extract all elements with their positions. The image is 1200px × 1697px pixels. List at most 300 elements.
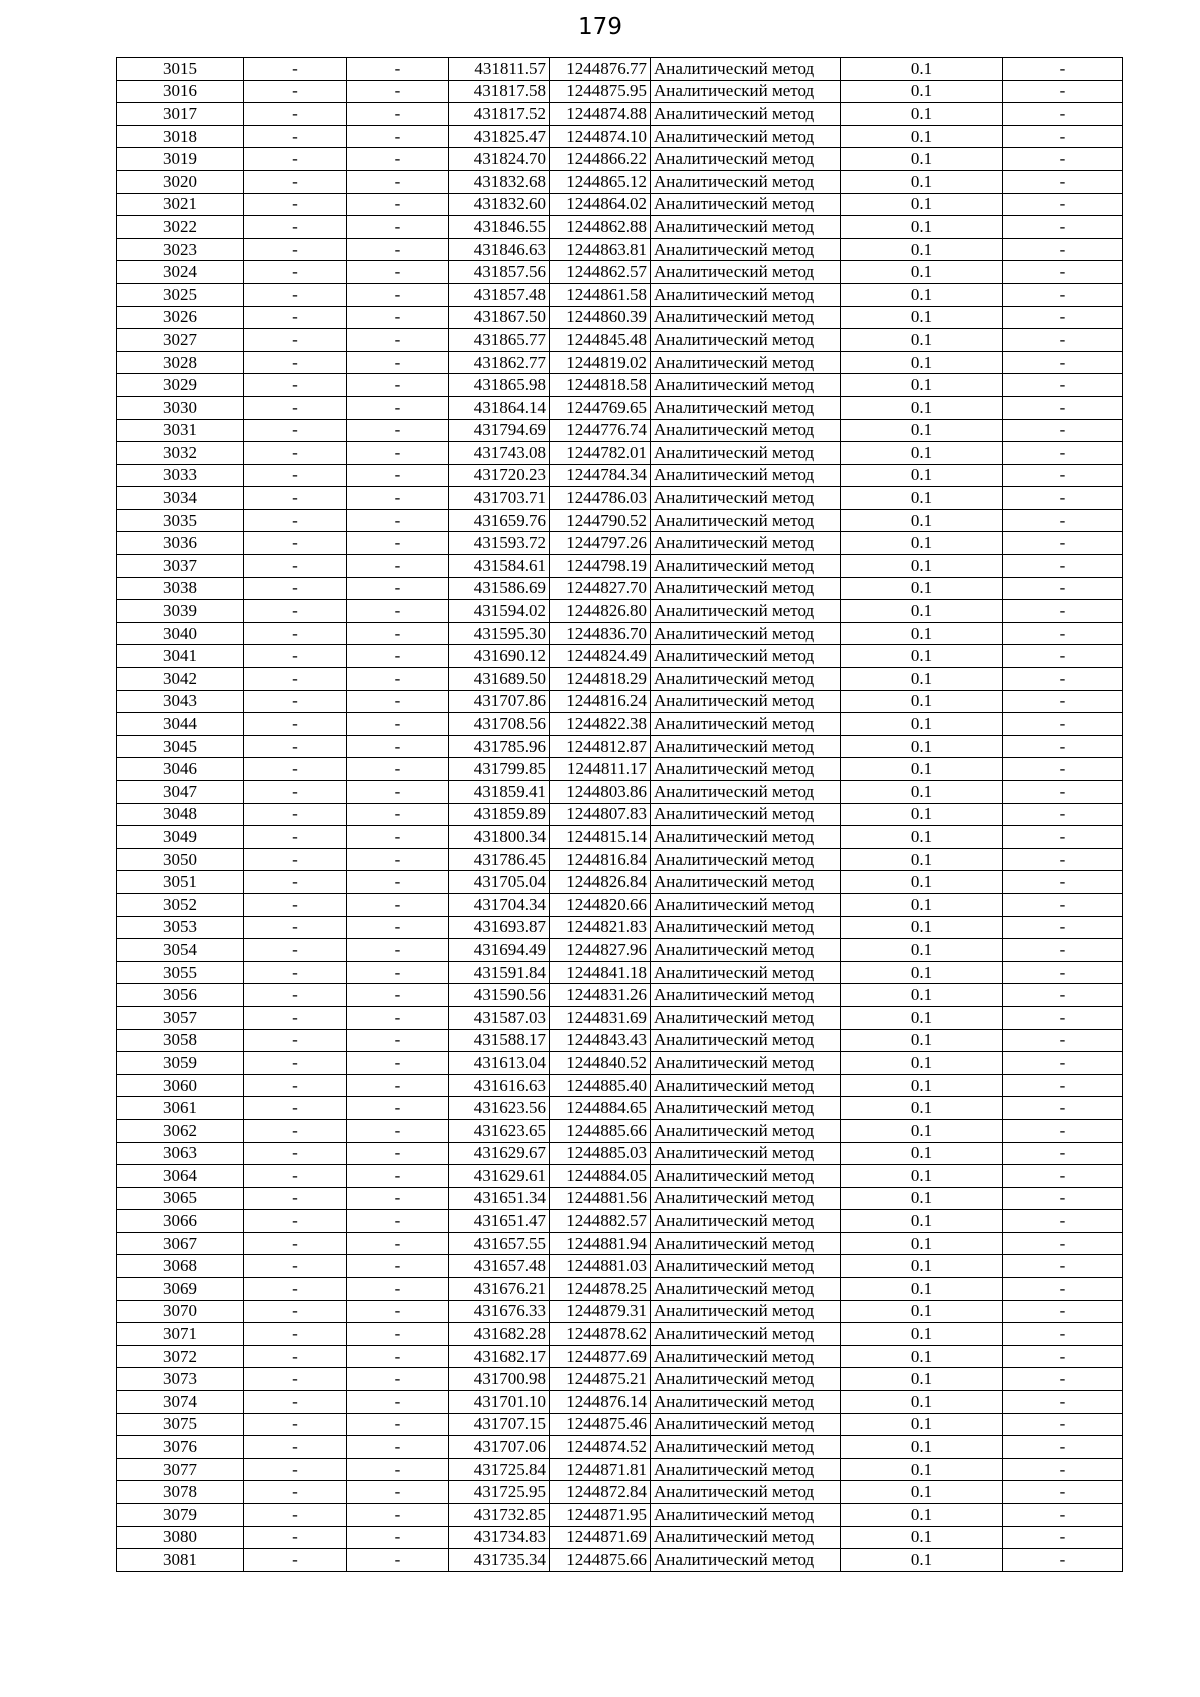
col2-cell: - (244, 216, 347, 239)
point-number-cell: 3048 (117, 803, 244, 826)
y-coordinate-cell: 1244821.83 (550, 916, 651, 939)
method-cell: Аналитический метод (651, 871, 841, 894)
x-coordinate-cell: 431832.68 (449, 170, 550, 193)
point-number-cell: 3042 (117, 668, 244, 691)
x-coordinate-cell: 431859.89 (449, 803, 550, 826)
col8-cell: - (1003, 374, 1123, 397)
y-coordinate-cell: 1244816.84 (550, 848, 651, 871)
precision-cell: 0.1 (841, 442, 1003, 465)
precision-cell: 0.1 (841, 419, 1003, 442)
precision-cell: 0.1 (841, 464, 1003, 487)
y-coordinate-cell: 1244878.62 (550, 1323, 651, 1346)
col8-cell: - (1003, 622, 1123, 645)
col3-cell: - (347, 193, 449, 216)
method-cell: Аналитический метод (651, 577, 841, 600)
method-cell: Аналитический метод (651, 1006, 841, 1029)
table-row (117, 1142, 1123, 1165)
x-coordinate-cell: 431616.63 (449, 1074, 550, 1097)
y-coordinate-cell: 1244815.14 (550, 826, 651, 849)
table-row (117, 1413, 1123, 1436)
precision-cell: 0.1 (841, 1278, 1003, 1301)
method-cell: Аналитический метод (651, 442, 841, 465)
table-row (117, 893, 1123, 916)
col8-cell: - (1003, 735, 1123, 758)
point-number-cell: 3062 (117, 1119, 244, 1142)
method-cell: Аналитический метод (651, 306, 841, 329)
col3-cell: - (347, 1142, 449, 1165)
col8-cell: - (1003, 1165, 1123, 1188)
y-coordinate-cell: 1244881.94 (550, 1232, 651, 1255)
col8-cell: - (1003, 464, 1123, 487)
method-cell: Аналитический метод (651, 1458, 841, 1481)
col2-cell: - (244, 1458, 347, 1481)
point-number-cell: 3065 (117, 1187, 244, 1210)
method-cell: Аналитический метод (651, 532, 841, 555)
y-coordinate-cell: 1244866.22 (550, 148, 651, 171)
precision-cell: 0.1 (841, 668, 1003, 691)
method-cell: Аналитический метод (651, 735, 841, 758)
col3-cell: - (347, 758, 449, 781)
precision-cell: 0.1 (841, 170, 1003, 193)
x-coordinate-cell: 431591.84 (449, 961, 550, 984)
point-number-cell: 3044 (117, 713, 244, 736)
method-cell: Аналитический метод (651, 1074, 841, 1097)
precision-cell: 0.1 (841, 1481, 1003, 1504)
col3-cell: - (347, 1074, 449, 1097)
precision-cell: 0.1 (841, 622, 1003, 645)
point-number-cell: 3035 (117, 509, 244, 532)
col3-cell: - (347, 1323, 449, 1346)
col8-cell: - (1003, 1345, 1123, 1368)
method-cell: Аналитический метод (651, 984, 841, 1007)
precision-cell: 0.1 (841, 193, 1003, 216)
method-cell: Аналитический метод (651, 487, 841, 510)
x-coordinate-cell: 431734.83 (449, 1526, 550, 1549)
precision-cell: 0.1 (841, 577, 1003, 600)
col8-cell: - (1003, 1300, 1123, 1323)
table-row (117, 1300, 1123, 1323)
table-row (117, 1345, 1123, 1368)
precision-cell: 0.1 (841, 1097, 1003, 1120)
precision-cell: 0.1 (841, 1300, 1003, 1323)
point-number-cell: 3076 (117, 1436, 244, 1459)
col2-cell: - (244, 1029, 347, 1052)
precision-cell: 0.1 (841, 1368, 1003, 1391)
precision-cell: 0.1 (841, 148, 1003, 171)
col8-cell: - (1003, 1052, 1123, 1075)
table-row (117, 442, 1123, 465)
point-number-cell: 3038 (117, 577, 244, 600)
y-coordinate-cell: 1244860.39 (550, 306, 651, 329)
x-coordinate-cell: 431623.65 (449, 1119, 550, 1142)
point-number-cell: 3015 (117, 58, 244, 81)
y-coordinate-cell: 1244879.31 (550, 1300, 651, 1323)
col8-cell: - (1003, 1210, 1123, 1233)
col8-cell: - (1003, 216, 1123, 239)
col2-cell: - (244, 238, 347, 261)
y-coordinate-cell: 1244862.88 (550, 216, 651, 239)
table-row (117, 984, 1123, 1007)
x-coordinate-cell: 431694.49 (449, 939, 550, 962)
point-number-cell: 3029 (117, 374, 244, 397)
table-row (117, 329, 1123, 352)
y-coordinate-cell: 1244882.57 (550, 1210, 651, 1233)
x-coordinate-cell: 431595.30 (449, 622, 550, 645)
col3-cell: - (347, 645, 449, 668)
x-coordinate-cell: 431594.02 (449, 600, 550, 623)
precision-cell: 0.1 (841, 939, 1003, 962)
precision-cell: 0.1 (841, 555, 1003, 578)
col3-cell: - (347, 961, 449, 984)
col2-cell: - (244, 1526, 347, 1549)
x-coordinate-cell: 431651.34 (449, 1187, 550, 1210)
col8-cell: - (1003, 329, 1123, 352)
col3-cell: - (347, 80, 449, 103)
col2-cell: - (244, 758, 347, 781)
method-cell: Аналитический метод (651, 1504, 841, 1527)
x-coordinate-cell: 431785.96 (449, 735, 550, 758)
precision-cell: 0.1 (841, 238, 1003, 261)
table-row (117, 1052, 1123, 1075)
precision-cell: 0.1 (841, 1232, 1003, 1255)
table-row (117, 781, 1123, 804)
y-coordinate-cell: 1244786.03 (550, 487, 651, 510)
point-number-cell: 3020 (117, 170, 244, 193)
table-row (117, 758, 1123, 781)
precision-cell: 0.1 (841, 803, 1003, 826)
table-row (117, 487, 1123, 510)
col3-cell: - (347, 893, 449, 916)
col2-cell: - (244, 848, 347, 871)
point-number-cell: 3055 (117, 961, 244, 984)
col8-cell: - (1003, 781, 1123, 804)
method-cell: Аналитический метод (651, 1232, 841, 1255)
method-cell: Аналитический метод (651, 1119, 841, 1142)
table-row (117, 939, 1123, 962)
x-coordinate-cell: 431590.56 (449, 984, 550, 1007)
col3-cell: - (347, 1458, 449, 1481)
point-number-cell: 3024 (117, 261, 244, 284)
col2-cell: - (244, 442, 347, 465)
col3-cell: - (347, 622, 449, 645)
col3-cell: - (347, 238, 449, 261)
x-coordinate-cell: 431725.84 (449, 1458, 550, 1481)
col2-cell: - (244, 1097, 347, 1120)
x-coordinate-cell: 431629.67 (449, 1142, 550, 1165)
table-row (117, 713, 1123, 736)
x-coordinate-cell: 431708.56 (449, 713, 550, 736)
col8-cell: - (1003, 1278, 1123, 1301)
x-coordinate-cell: 431682.17 (449, 1345, 550, 1368)
col8-cell: - (1003, 1255, 1123, 1278)
table-row (117, 1391, 1123, 1414)
col3-cell: - (347, 690, 449, 713)
point-number-cell: 3058 (117, 1029, 244, 1052)
method-cell: Аналитический метод (651, 351, 841, 374)
col3-cell: - (347, 1006, 449, 1029)
col3-cell: - (347, 329, 449, 352)
page-number: 179 (578, 14, 622, 40)
col2-cell: - (244, 374, 347, 397)
table-row (117, 396, 1123, 419)
precision-cell: 0.1 (841, 1323, 1003, 1346)
col2-cell: - (244, 1391, 347, 1414)
method-cell: Аналитический метод (651, 58, 841, 81)
table-row (117, 306, 1123, 329)
method-cell: Аналитический метод (651, 1549, 841, 1572)
x-coordinate-cell: 431693.87 (449, 916, 550, 939)
precision-cell: 0.1 (841, 216, 1003, 239)
table-row (117, 600, 1123, 623)
x-coordinate-cell: 431725.95 (449, 1481, 550, 1504)
point-number-cell: 3077 (117, 1458, 244, 1481)
col8-cell: - (1003, 1187, 1123, 1210)
table-row (117, 193, 1123, 216)
y-coordinate-cell: 1244818.58 (550, 374, 651, 397)
table-row (117, 464, 1123, 487)
col2-cell: - (244, 645, 347, 668)
y-coordinate-cell: 1244803.86 (550, 781, 651, 804)
precision-cell: 0.1 (841, 1210, 1003, 1233)
col8-cell: - (1003, 148, 1123, 171)
col2-cell: - (244, 1278, 347, 1301)
y-coordinate-cell: 1244885.03 (550, 1142, 651, 1165)
y-coordinate-cell: 1244871.95 (550, 1504, 651, 1527)
col8-cell: - (1003, 555, 1123, 578)
y-coordinate-cell: 1244861.58 (550, 283, 651, 306)
col8-cell: - (1003, 871, 1123, 894)
precision-cell: 0.1 (841, 1345, 1003, 1368)
precision-cell: 0.1 (841, 735, 1003, 758)
col2-cell: - (244, 1345, 347, 1368)
col3-cell: - (347, 1165, 449, 1188)
table-row (117, 283, 1123, 306)
x-coordinate-cell: 431862.77 (449, 351, 550, 374)
col8-cell: - (1003, 1097, 1123, 1120)
col3-cell: - (347, 848, 449, 871)
precision-cell: 0.1 (841, 713, 1003, 736)
col8-cell: - (1003, 645, 1123, 668)
point-number-cell: 3032 (117, 442, 244, 465)
col2-cell: - (244, 781, 347, 804)
precision-cell: 0.1 (841, 374, 1003, 397)
precision-cell: 0.1 (841, 125, 1003, 148)
x-coordinate-cell: 431720.23 (449, 464, 550, 487)
col8-cell: - (1003, 713, 1123, 736)
col2-cell: - (244, 351, 347, 374)
precision-cell: 0.1 (841, 103, 1003, 126)
method-cell: Аналитический метод (651, 916, 841, 939)
method-cell: Аналитический метод (651, 374, 841, 397)
method-cell: Аналитический метод (651, 668, 841, 691)
x-coordinate-cell: 431857.56 (449, 261, 550, 284)
col3-cell: - (347, 216, 449, 239)
table-row (117, 1549, 1123, 1572)
method-cell: Аналитический метод (651, 939, 841, 962)
table-row (117, 1481, 1123, 1504)
method-cell: Аналитический метод (651, 80, 841, 103)
col8-cell: - (1003, 170, 1123, 193)
precision-cell: 0.1 (841, 261, 1003, 284)
y-coordinate-cell: 1244877.69 (550, 1345, 651, 1368)
y-coordinate-cell: 1244769.65 (550, 396, 651, 419)
y-coordinate-cell: 1244826.84 (550, 871, 651, 894)
col3-cell: - (347, 261, 449, 284)
precision-cell: 0.1 (841, 1255, 1003, 1278)
x-coordinate-cell: 431682.28 (449, 1323, 550, 1346)
col3-cell: - (347, 668, 449, 691)
col8-cell: - (1003, 1504, 1123, 1527)
table-row (117, 645, 1123, 668)
col2-cell: - (244, 1052, 347, 1075)
y-coordinate-cell: 1244863.81 (550, 238, 651, 261)
point-number-cell: 3074 (117, 1391, 244, 1414)
col2-cell: - (244, 577, 347, 600)
table-row (117, 1074, 1123, 1097)
method-cell: Аналитический метод (651, 1052, 841, 1075)
precision-cell: 0.1 (841, 1436, 1003, 1459)
col8-cell: - (1003, 1436, 1123, 1459)
x-coordinate-cell: 431799.85 (449, 758, 550, 781)
col2-cell: - (244, 1436, 347, 1459)
col3-cell: - (347, 125, 449, 148)
col2-cell: - (244, 1119, 347, 1142)
y-coordinate-cell: 1244875.21 (550, 1368, 651, 1391)
col3-cell: - (347, 1255, 449, 1278)
col8-cell: - (1003, 58, 1123, 81)
col3-cell: - (347, 826, 449, 849)
method-cell: Аналитический метод (651, 848, 841, 871)
col3-cell: - (347, 396, 449, 419)
precision-cell: 0.1 (841, 329, 1003, 352)
y-coordinate-cell: 1244875.66 (550, 1549, 651, 1572)
x-coordinate-cell: 431811.57 (449, 58, 550, 81)
table-row (117, 871, 1123, 894)
col3-cell: - (347, 577, 449, 600)
col2-cell: - (244, 984, 347, 1007)
method-cell: Аналитический метод (651, 238, 841, 261)
method-cell: Аналитический метод (651, 1029, 841, 1052)
method-cell: Аналитический метод (651, 1187, 841, 1210)
x-coordinate-cell: 431732.85 (449, 1504, 550, 1527)
x-coordinate-cell: 431593.72 (449, 532, 550, 555)
point-number-cell: 3068 (117, 1255, 244, 1278)
precision-cell: 0.1 (841, 871, 1003, 894)
precision-cell: 0.1 (841, 1549, 1003, 1572)
col3-cell: - (347, 1300, 449, 1323)
y-coordinate-cell: 1244843.43 (550, 1029, 651, 1052)
table-row (117, 848, 1123, 871)
method-cell: Аналитический метод (651, 1391, 841, 1414)
precision-cell: 0.1 (841, 1052, 1003, 1075)
point-number-cell: 3036 (117, 532, 244, 555)
col8-cell: - (1003, 1391, 1123, 1414)
table-row (117, 1458, 1123, 1481)
col2-cell: - (244, 713, 347, 736)
point-number-cell: 3059 (117, 1052, 244, 1075)
precision-cell: 0.1 (841, 1165, 1003, 1188)
point-number-cell: 3063 (117, 1142, 244, 1165)
point-number-cell: 3060 (117, 1074, 244, 1097)
table-row (117, 261, 1123, 284)
y-coordinate-cell: 1244776.74 (550, 419, 651, 442)
precision-cell: 0.1 (841, 690, 1003, 713)
col8-cell: - (1003, 984, 1123, 1007)
table-row (117, 1187, 1123, 1210)
y-coordinate-cell: 1244840.52 (550, 1052, 651, 1075)
table-row (117, 103, 1123, 126)
col2-cell: - (244, 329, 347, 352)
point-number-cell: 3025 (117, 283, 244, 306)
col8-cell: - (1003, 1413, 1123, 1436)
method-cell: Аналитический метод (651, 1278, 841, 1301)
precision-cell: 0.1 (841, 351, 1003, 374)
col2-cell: - (244, 1300, 347, 1323)
col3-cell: - (347, 487, 449, 510)
y-coordinate-cell: 1244875.46 (550, 1413, 651, 1436)
col8-cell: - (1003, 1029, 1123, 1052)
table-row (117, 1165, 1123, 1188)
col2-cell: - (244, 1232, 347, 1255)
col8-cell: - (1003, 1458, 1123, 1481)
table-row (117, 1210, 1123, 1233)
col8-cell: - (1003, 283, 1123, 306)
method-cell: Аналитический метод (651, 125, 841, 148)
x-coordinate-cell: 431657.55 (449, 1232, 550, 1255)
col8-cell: - (1003, 1074, 1123, 1097)
y-coordinate-cell: 1244818.29 (550, 668, 651, 691)
col2-cell: - (244, 1255, 347, 1278)
point-number-cell: 3046 (117, 758, 244, 781)
x-coordinate-cell: 431707.86 (449, 690, 550, 713)
col8-cell: - (1003, 803, 1123, 826)
point-number-cell: 3081 (117, 1549, 244, 1572)
col3-cell: - (347, 600, 449, 623)
precision-cell: 0.1 (841, 1391, 1003, 1414)
col3-cell: - (347, 306, 449, 329)
point-number-cell: 3022 (117, 216, 244, 239)
y-coordinate-cell: 1244827.70 (550, 577, 651, 600)
point-number-cell: 3018 (117, 125, 244, 148)
col3-cell: - (347, 871, 449, 894)
col8-cell: - (1003, 1549, 1123, 1572)
point-number-cell: 3051 (117, 871, 244, 894)
precision-cell: 0.1 (841, 893, 1003, 916)
precision-cell: 0.1 (841, 1029, 1003, 1052)
coordinates-table (116, 57, 1123, 1572)
x-coordinate-cell: 431794.69 (449, 419, 550, 442)
y-coordinate-cell: 1244871.81 (550, 1458, 651, 1481)
table-row (117, 1436, 1123, 1459)
col2-cell: - (244, 1413, 347, 1436)
col2-cell: - (244, 1481, 347, 1504)
x-coordinate-cell: 431707.15 (449, 1413, 550, 1436)
col2-cell: - (244, 939, 347, 962)
x-coordinate-cell: 431857.48 (449, 283, 550, 306)
precision-cell: 0.1 (841, 600, 1003, 623)
method-cell: Аналитический метод (651, 893, 841, 916)
table-row (117, 374, 1123, 397)
table-row (117, 690, 1123, 713)
col3-cell: - (347, 1052, 449, 1075)
method-cell: Аналитический метод (651, 509, 841, 532)
col3-cell: - (347, 1526, 449, 1549)
col8-cell: - (1003, 442, 1123, 465)
x-coordinate-cell: 431846.55 (449, 216, 550, 239)
table-row (117, 532, 1123, 555)
method-cell: Аналитический метод (651, 1413, 841, 1436)
x-coordinate-cell: 431846.63 (449, 238, 550, 261)
